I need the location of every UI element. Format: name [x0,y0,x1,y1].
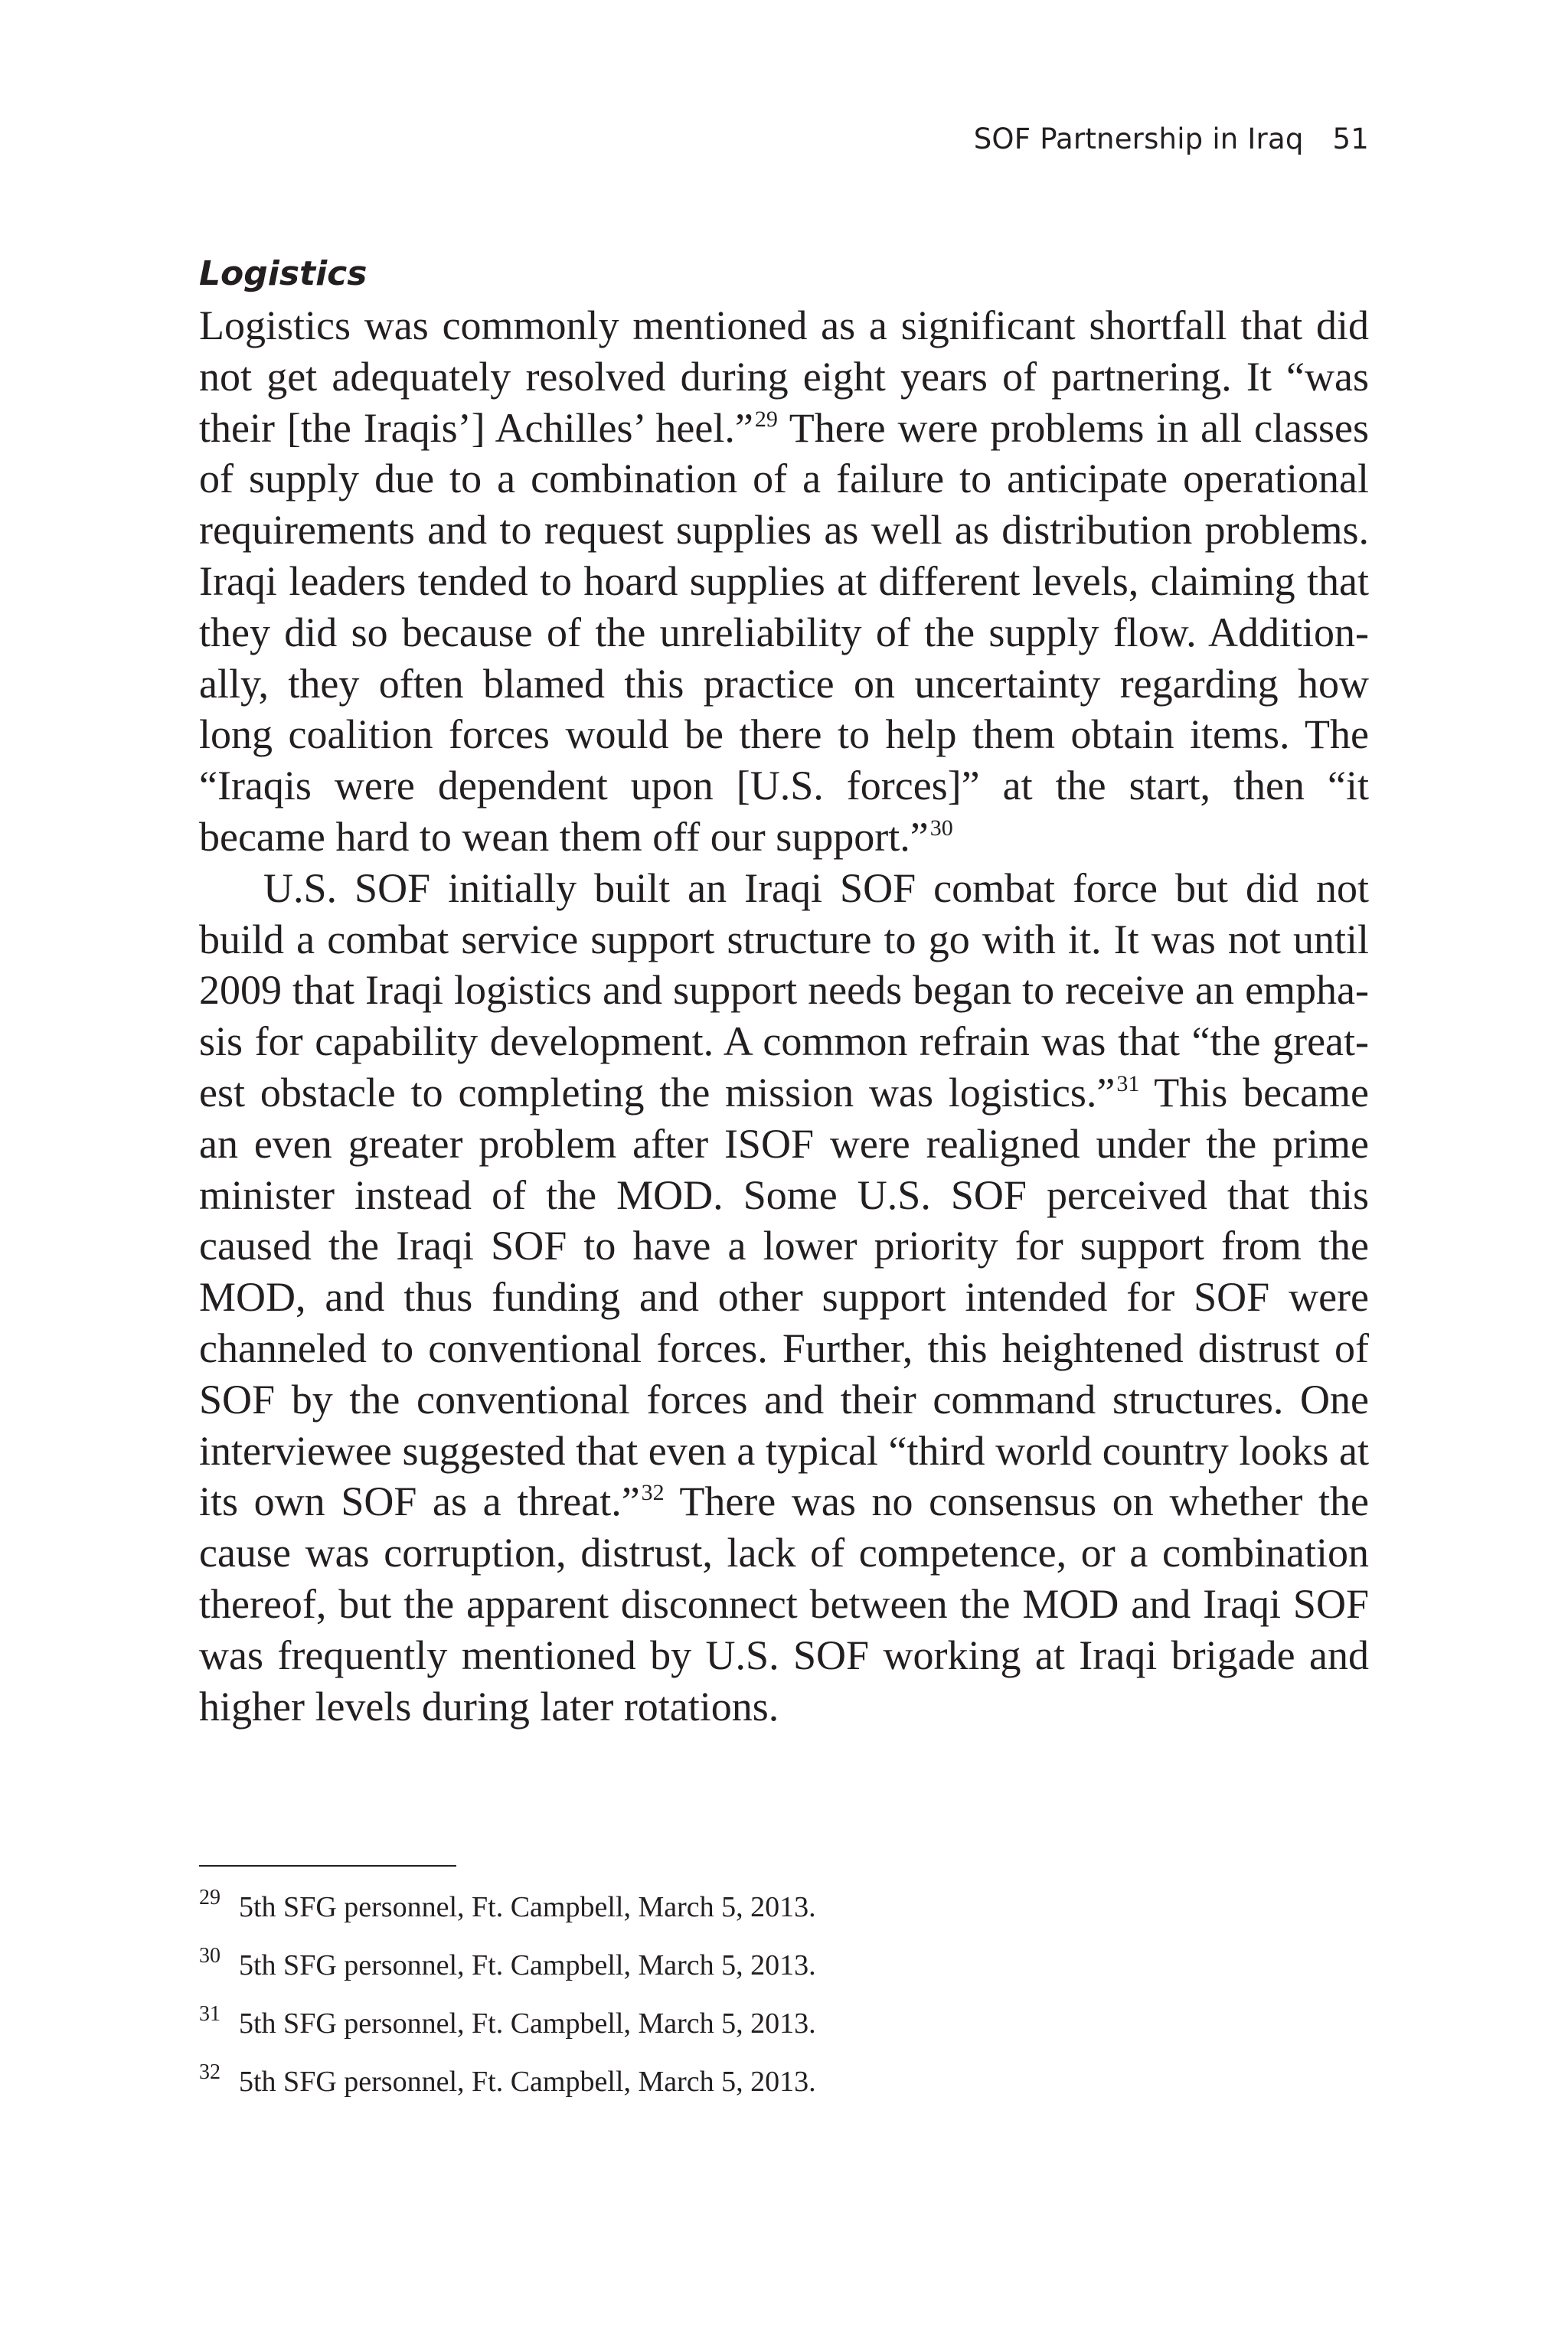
paragraph-2-part-c: There was no consensus on whether the cause was corruption, distrust, lack of competence, or a combination thereof, but the apparent disconnect between the MOD and Iraqi SOF was frequently mentioned by U.S. SOF working at Iraqi brigade and higher levels during later rotations. [199,1478,1369,1730]
footnote-31: 31 5th SFG personnel, Ft. Campbell, March 5, 2013. [199,2002,816,2040]
paragraph-2-part-b: This became an even greater problem after ISOF were realigned under the prime minister instead of the MOD. Some U.S. SOF perceived that this caused the Iraqi SOF to have a lower priority for support from the MOD, and thus funding and other support intended for SOF were channeled to conventional forces. Further, this heightened distrust of SOF by the conventional forces and their command structures. One interviewee suggested that even a typical “third world country looks at its own SOF as a threat.” [199,1069,1370,1525]
footnote-ref-31: 31 [1116,1070,1140,1096]
footnote-29: 29 5th SFG personnel, Ft. Campbell, March 5, 2013. [199,1886,816,1923]
footnote-text: 5th SFG personnel, Ft. Campbell, March 5, 2013. [239,1949,816,1981]
footnote-divider [199,1865,456,1867]
footnote-32: 32 5th SFG personnel, Ft. Campbell, March 5, 2013. [199,2060,816,2098]
page-number: 51 [1332,122,1369,155]
footnote-text: 5th SFG personnel, Ft. Campbell, March 5, 2013. [239,2007,816,2040]
footnote-text: 5th SFG personnel, Ft. Campbell, March 5, 2013. [239,1891,816,1923]
paragraph-2-part-a: U.S. SOF initially built an Iraqi SOF combat force but did not build a combat service support structure to go with it. It was not until 2009 that Iraqi logistics and support needs began to receive an emphasis for capability development. A common refrain was that “the greatest obstacle to completing the mission was logistics.” [199,864,1369,1116]
running-title: SOF Partnership in Iraq [973,122,1304,155]
paragraph-1-part-a: Logistics was commonly mentioned as a significant shortfall that did not get adequately resolved during eight years of partnering. It “was their [the Iraqis’] Achilles’ heel.” [199,302,1369,451]
paragraph-1 [199,300,1369,863]
body-text [199,300,1369,1732]
paragraph-2 [199,863,1369,1733]
paragraph-1-part-b: There were problems in all classes of supply due to a combination of a failure to anticipate operational requirements and to request supplies as well as distribution problems. Iraqi leaders tended to hoard supplies at different levels, claiming that they did so because of the unreliability of the supply flow. Additionally, they often blamed this practice on uncertainty regarding how long coalition forces would be there to help them obtain items. The “Iraqis were dependent upon [U.S. forces]” at the start, then “it became hard to wean them off our support.” [199,404,1369,860]
footnote-ref-30: 30 [929,815,953,841]
section-heading: Logistics [199,254,368,293]
main-content [199,253,1369,1732]
footnotes [199,1888,1369,2121]
footnote-ref-32: 32 [641,1480,665,1506]
footnote-30: 30 5th SFG personnel, Ft. Campbell, March 5, 2013. [199,1944,816,1981]
footnote-text: 5th SFG personnel, Ft. Campbell, March 5, 2013. [239,2066,816,2098]
running-head [974,122,1369,155]
footnote-ref-29: 29 [754,406,778,432]
